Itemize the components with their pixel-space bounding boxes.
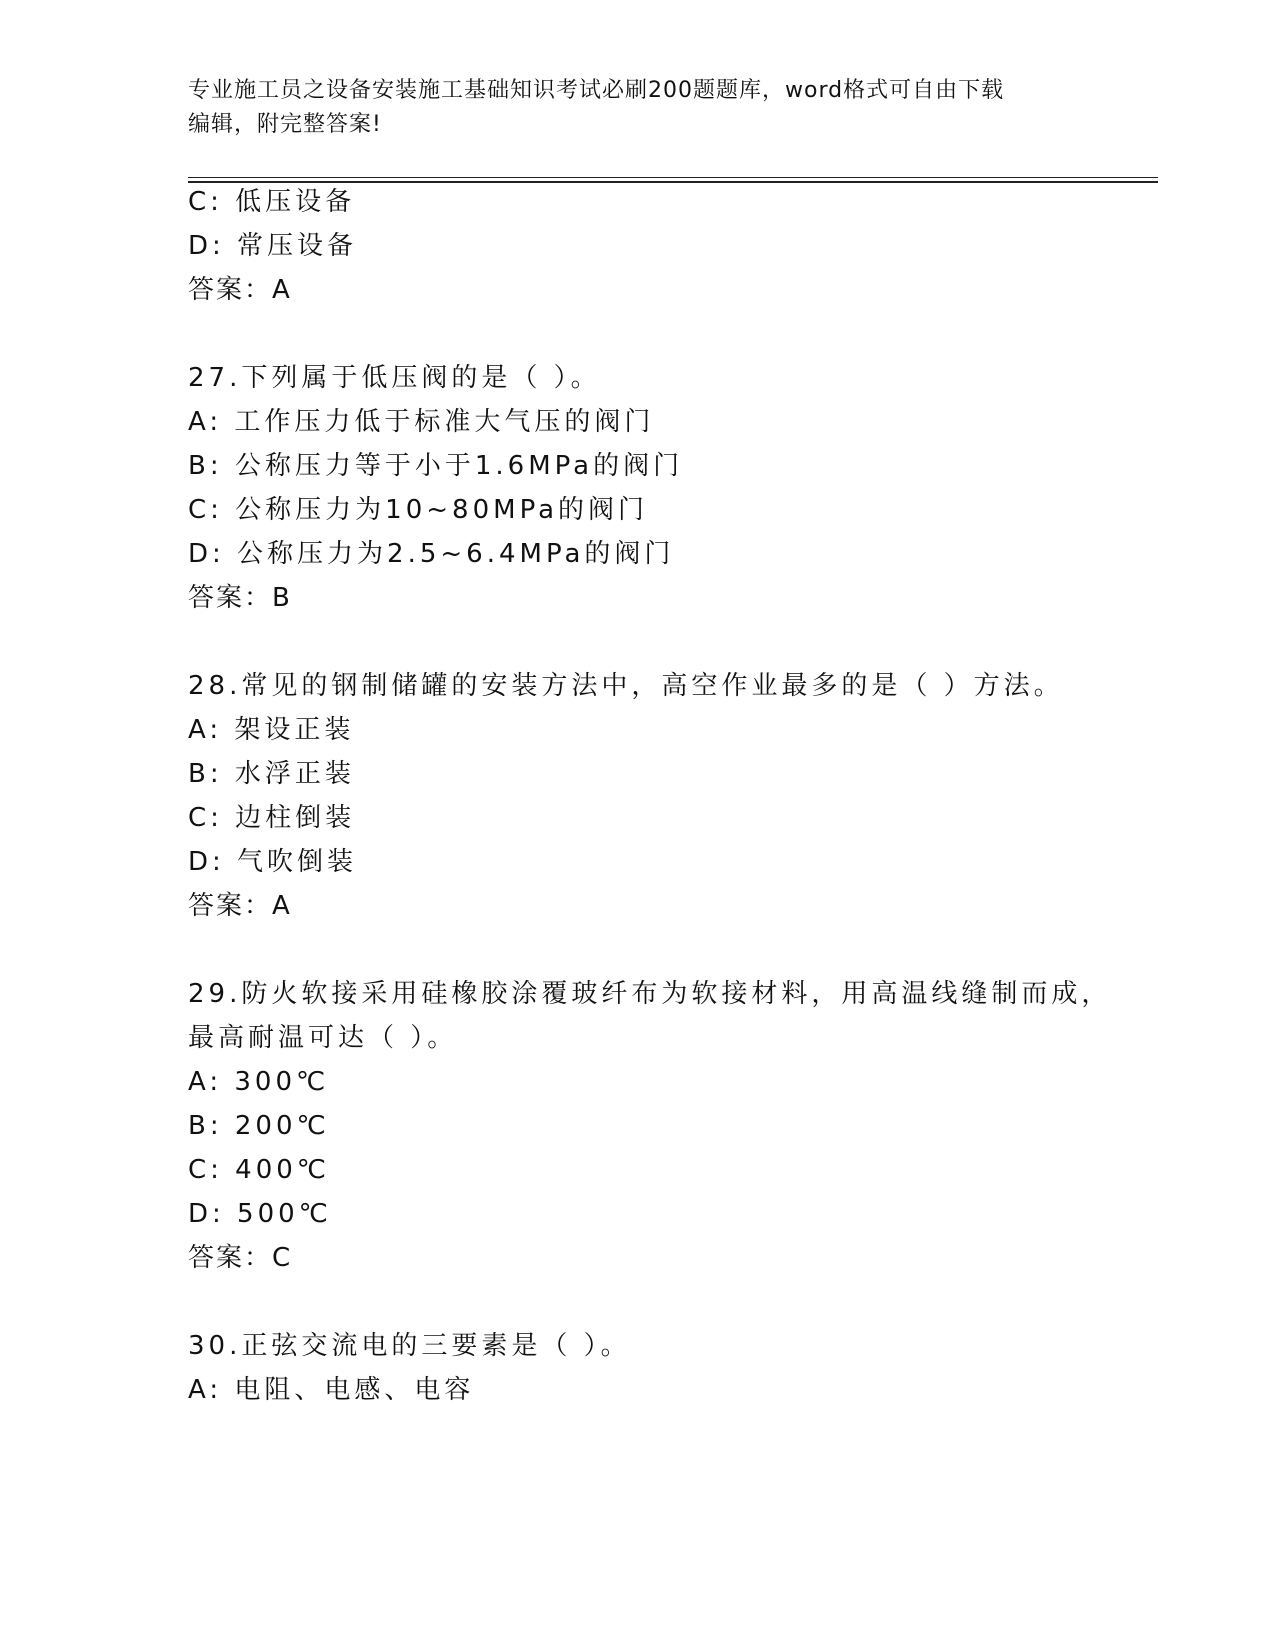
option-c-q26: C: 低压设备 xyxy=(188,187,356,217)
question-27: 27.下列属于低压阀的是（ ）。 xyxy=(188,363,601,393)
answer-q26: 答案：A xyxy=(188,275,292,305)
question-29-line-1: 29.防火软接采用硅橡胶涂覆玻纤布为软接材料，用高温线缝制而成， xyxy=(188,979,1112,1009)
option-d-q27: D: 公称压力为2.5~6.4MPa的阀门 xyxy=(188,539,675,569)
header-divider-thin xyxy=(188,177,1158,178)
header-title-line-2: 编辑，附完整答案! xyxy=(188,112,382,137)
option-d-q26: D: 常压设备 xyxy=(188,231,358,261)
option-c-q27: C: 公称压力为10~80MPa的阀门 xyxy=(188,495,649,525)
option-a-q27: A: 工作压力低于标准大气压的阀门 xyxy=(188,407,655,437)
option-b-q28: B: 水浮正装 xyxy=(188,759,355,789)
answer-q29: 答案：C xyxy=(188,1243,293,1273)
answer-q27: 答案：B xyxy=(188,583,292,613)
question-29-line-2: 最高耐温可达（ ）。 xyxy=(188,1023,458,1053)
option-a-q28: A: 架设正装 xyxy=(188,715,355,745)
question-30: 30.正弦交流电的三要素是（ ）。 xyxy=(188,1331,631,1361)
option-d-q28: D: 气吹倒装 xyxy=(188,847,358,877)
option-b-q29: B: 200℃ xyxy=(188,1111,330,1141)
option-a-q30: A: 电阻、电感、电容 xyxy=(188,1375,475,1405)
document-header xyxy=(188,74,1088,142)
header-title-line-1: 专业施工员之设备安装施工基础知识考试必刷200题题库，word格式可自由下载 xyxy=(188,78,1005,103)
option-a-q29: A: 300℃ xyxy=(188,1067,330,1097)
answer-q28: 答案：A xyxy=(188,891,292,921)
option-b-q27: B: 公称压力等于小于1.6MPa的阀门 xyxy=(188,451,684,481)
option-c-q29: C: 400℃ xyxy=(188,1155,331,1185)
header-divider-thick xyxy=(188,181,1158,183)
option-d-q29: D: 500℃ xyxy=(188,1199,332,1229)
option-c-q28: C: 边柱倒装 xyxy=(188,803,356,833)
question-28: 28.常见的钢制储罐的安装方法中，高空作业最多的是（ ）方法。 xyxy=(188,671,1064,701)
